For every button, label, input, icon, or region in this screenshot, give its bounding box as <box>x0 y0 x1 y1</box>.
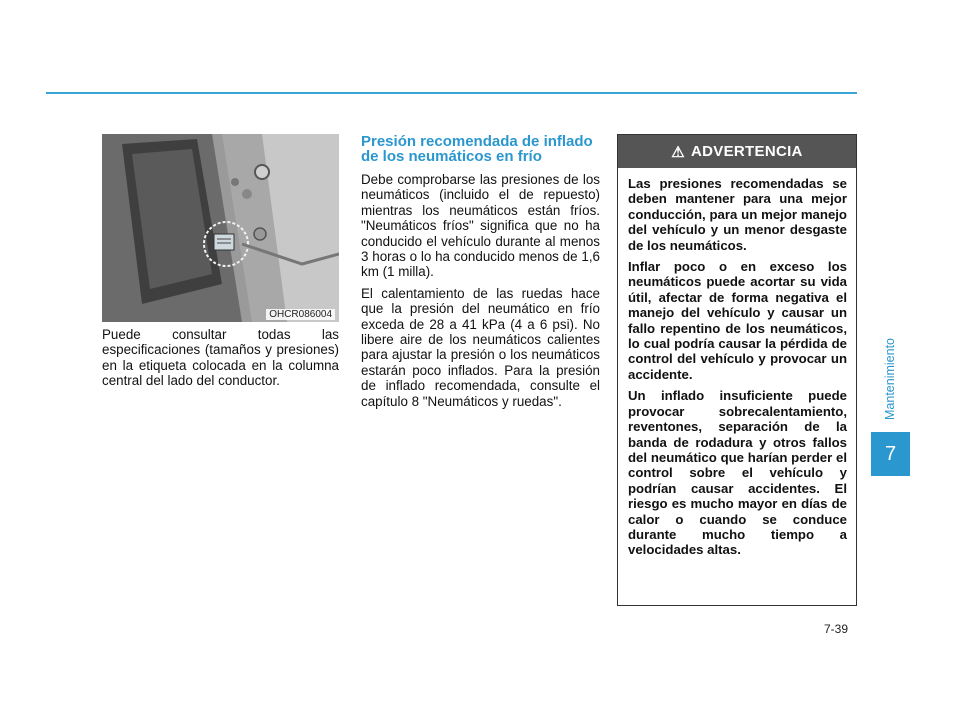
warning-header <box>618 135 856 168</box>
door-pillar-photo <box>102 134 339 322</box>
tire-pressure-section <box>361 134 600 415</box>
section-side-label: Mantenimiento <box>883 338 897 420</box>
warning-triangle-icon: ⚠ <box>671 143 686 161</box>
section-paragraph: El calentamiento de las ruedas hace que la presión del neumático en frío exceda de 28 a 41 kPa (4 a 6 psi). No libere aire de los neumáticos calientes para ajustar la presión o los neumáticos estarán poco inflados. Para la presión de inflado recomendada, consulte el capítulo 8 "Neumáticos y ruedas". <box>361 285 600 409</box>
warning-paragraph: Las presiones recomendadas se deben mantener para una mejor conducción, para un mejor manejo del vehículo y un menor desgaste de los neumáticos. <box>628 176 847 253</box>
chapter-tab: 7 <box>871 432 910 476</box>
section-paragraph: Debe comprobarse las presiones de los neumáticos (incluido el de repuesto) mientras los neumáticos están fríos. "Neumáticos fríos" significa que no ha conducido el vehículo durante al menos 3 horas o lo ha conducido menos de 1,6 km (1 milla). <box>361 172 600 280</box>
photo-code: OHCR086004 <box>266 309 335 320</box>
warning-paragraph: Inflar poco o en exceso los neumáticos puede acortar su vida útil, afectar de forma negativa el manejo del vehículo y causar un fallo repentino de los neumáticos, lo cual podría causar la pérdida de control del vehículo y provocar un accidente. <box>628 259 847 382</box>
warning-box <box>617 134 857 606</box>
label-location-text: Puede consultar todas las especificaciones (tamaños y presiones) en la etiqueta colocada en la columna central del lado del conductor. <box>102 327 339 389</box>
photo-illustration <box>102 134 339 322</box>
top-rule <box>46 92 857 94</box>
warning-body <box>618 168 856 558</box>
page-number: 7-39 <box>824 622 849 636</box>
warning-paragraph: Un inflado insuficiente puede provocar sobrecalentamiento, reventones, separación de la banda de rodadura y otros fallos del neumático que harían perder el control sobre el vehículo y podrían causar accidentes. El riesgo es mucho mayor en días de calor o cuando se conduce durante mucho tiempo a velocidades altas. <box>628 388 847 558</box>
warning-title: ADVERTENCIA <box>691 143 803 160</box>
section-heading: Presión recomendada de inflado de los neumáticos en frío <box>361 133 593 165</box>
